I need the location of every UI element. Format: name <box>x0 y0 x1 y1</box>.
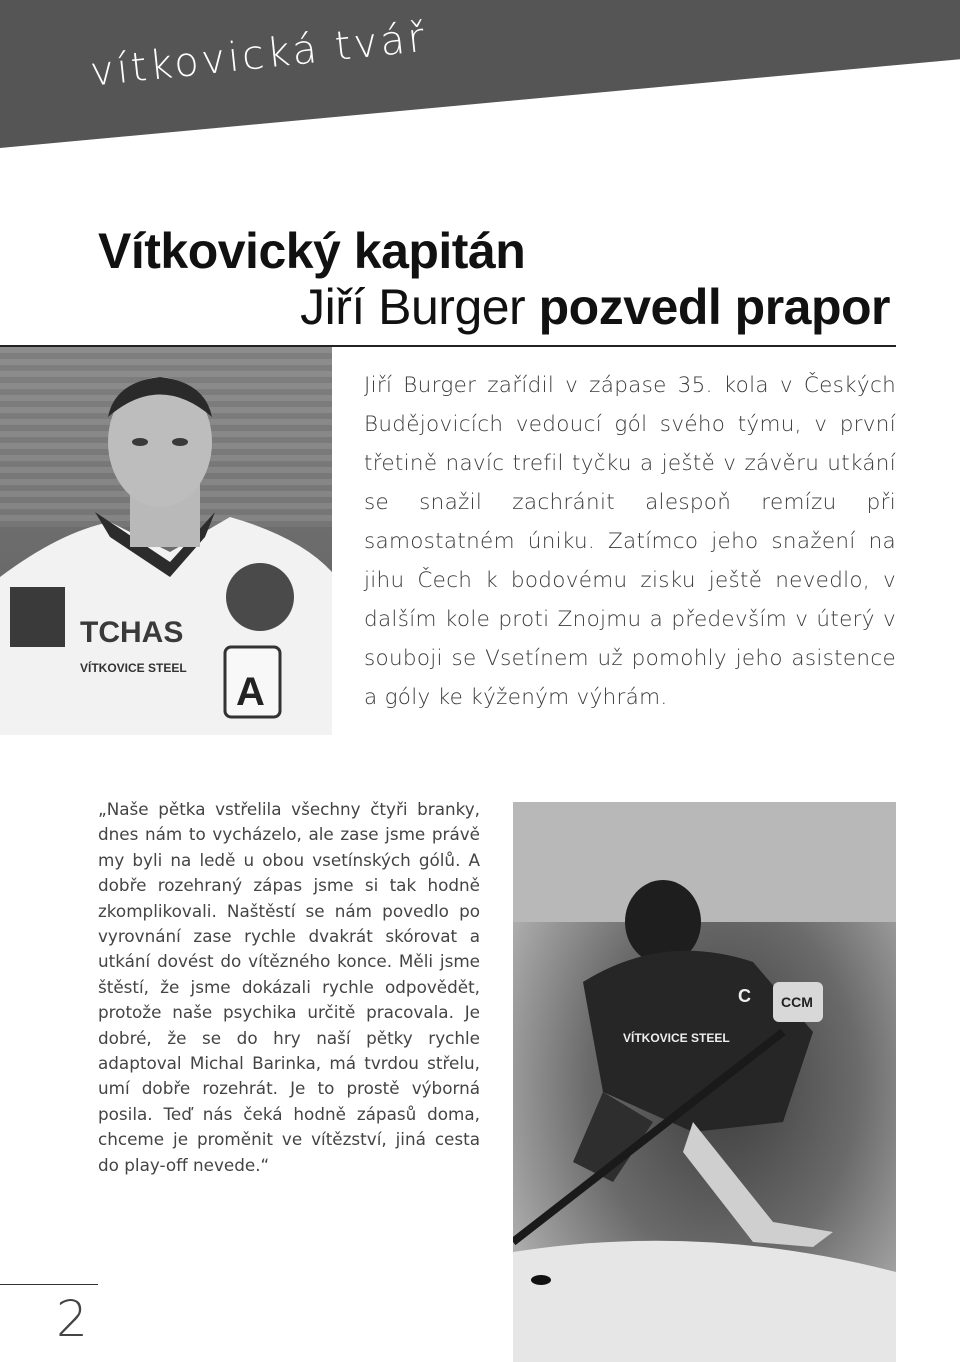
headline-rest: pozvedl prapor <box>538 279 890 335</box>
headline-player-name: Jiří Burger <box>300 279 526 335</box>
player-quote: „Naše pětka vstřelila všechny čtyři branky, dnes nám to vycházelo, ale zase jsme právě my byli na ledě u obou vsetínských gólů. A dobře rozehraný zápas jsme si tak hodně zkomplikovali. Naštěstí se nám povedlo po vyrovnání zase rychle dvakrát skórovat a utkání dovést do vítězného konce. Měli jsme štěstí, že jsme dokázali rychle odpovědět, protože naše psychika určitě pracovala. Je dobré, že se do hry naší pětky rychle adaptoval Michal Barinka, má tvrdou střelu, umí dobře rozehrát. Je to prostě výborná posila. Teď nás čeká hodně zápasů doma, chceme je proměnit ve vítězství, jiná cesta do play-off nevede.“ <box>98 799 480 1175</box>
portrait-figure <box>0 347 332 735</box>
action-photo <box>513 802 896 1362</box>
action-jersey-vitkovice-steel: VÍTKOVICE STEEL <box>623 1031 730 1045</box>
portrait-jersey-vitkovice-steel: VÍTKOVICE STEEL <box>80 661 187 675</box>
portrait-jersey-tchas: TCHAS <box>80 616 184 649</box>
page-number-rule <box>0 1284 98 1285</box>
section-title: vítkovická tvář <box>88 14 430 96</box>
page-number: 2 <box>56 1290 88 1348</box>
headline-line-1: Vítkovický kapitán <box>98 223 526 279</box>
action-figure <box>513 802 896 1362</box>
portrait-jersey-captain-a: A <box>236 670 265 714</box>
action-jersey-captain-c: C <box>738 986 751 1006</box>
headline-line-2 <box>300 278 890 336</box>
portrait-photo <box>0 347 332 735</box>
action-glove-ccm: CCM <box>781 994 813 1010</box>
intro-paragraph: Jiří Burger zařídil v zápase 35. kola v Českých Budějovicích vedoucí gól svého týmu, v první třetině navíc trefil tyčku a ještě v závěru utkání se snažil zachránit alespoň remízu při samostatném úniku. Zatímco jeho snažení na jihu Čech k bodovému zisku ještě nevedlo, v dalším kole proti Znojmu a především v úterý v souboji se Vsetínem už pomohly jeho asistence a góly ke kýženým výhrám. <box>364 373 896 710</box>
